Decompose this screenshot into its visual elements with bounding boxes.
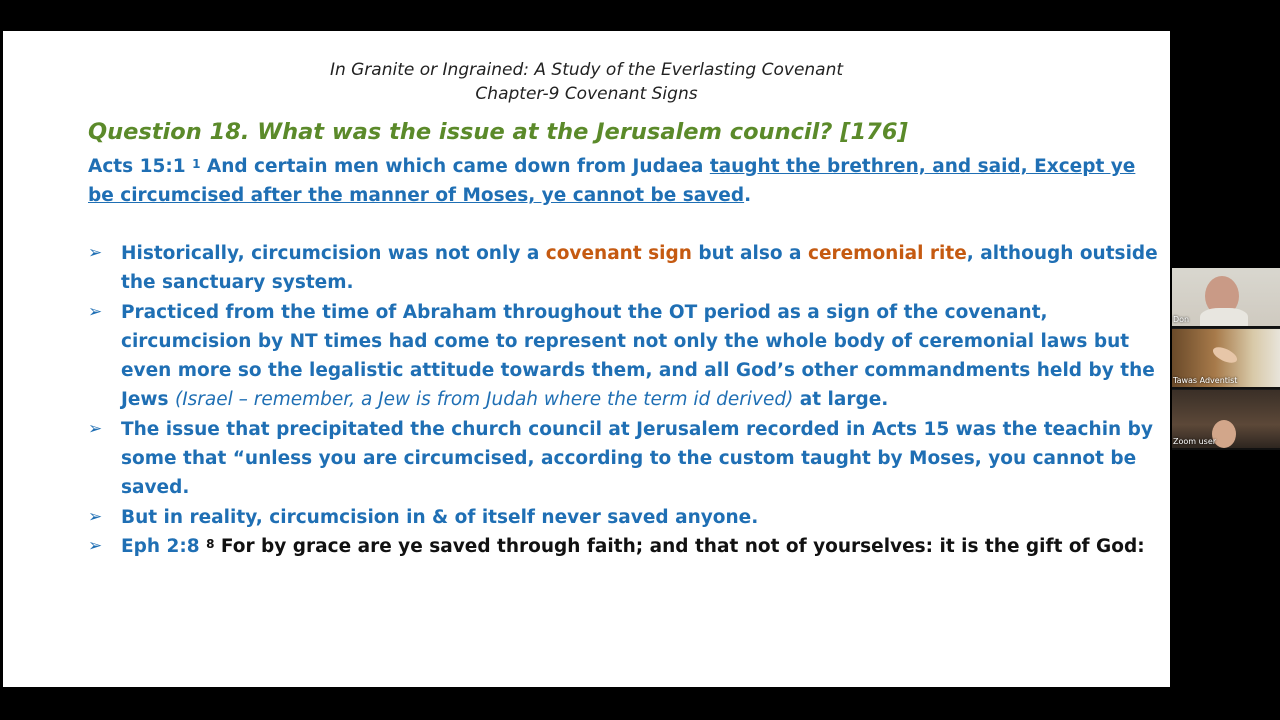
verse-number: 1 <box>192 157 201 171</box>
bullet-item <box>88 239 1158 298</box>
arrow-bullet-icon: ➢ <box>88 301 103 322</box>
bullet-item <box>88 503 1158 532</box>
bullet-item <box>88 415 1158 503</box>
bullet-text-part: but also a <box>691 243 808 264</box>
slide-header-subtitle: Chapter-9 Covenant Signs <box>475 84 698 104</box>
arrow-bullet-icon: ➢ <box>88 506 103 527</box>
acts-period: . <box>744 185 752 206</box>
participant-name: Don <box>1173 315 1190 324</box>
bullet-text-part: The issue that precipitated the church council at Jerusalem recorded in Acts 15 was the teachin by some that “unless you are circumcised, according to the custom taught by Moses, you cannot be saved. <box>121 418 1153 499</box>
arrow-bullet-icon: ➢ <box>88 418 103 439</box>
arrow-bullet-icon: ➢ <box>88 243 103 263</box>
acts-underlined-text: taught the brethren, and said, Except ye be circumcised after the manner of Moses, ye cannot be saved <box>88 156 1136 206</box>
participant-name: Zoom user <box>1173 437 1217 446</box>
acts-reference: Acts 15:1 <box>88 156 186 177</box>
bullet-item <box>88 532 1158 561</box>
bullet-item <box>88 298 1158 415</box>
bullet-text-part: Practiced from the time of Abraham throughout the OT period as a sign of the covenant, circumcision by NT times had come to represent not only the whole body of ceremonial laws but even more so the legalistic attitude towards them, and all God’s other commandments held by the Jews <box>121 301 1155 411</box>
bullet-text-part: For by grace are ye saved through faith; and that not of yourselves: it is the gift of God: <box>214 535 1145 557</box>
bullet-list <box>88 239 1158 561</box>
presentation-slide <box>3 31 1170 687</box>
bullet-text-part: , although outside the sanctuary system. <box>121 243 1158 294</box>
bullet-text-part: at large. <box>793 389 889 411</box>
question-heading: Question 18. What was the issue at the Jerusalem council? [176] <box>88 119 908 145</box>
acts-verse <box>88 152 1148 210</box>
bullet-text-part: ceremonial rite <box>807 243 967 264</box>
participant-tile[interactable] <box>1172 329 1280 389</box>
participant-strip <box>1172 268 1280 450</box>
bullet-text-part: 8 <box>206 536 215 551</box>
participant-name: Tawas Adventist <box>1173 376 1238 385</box>
acts-text: And certain men which came down from Judaea <box>206 156 704 177</box>
participant-tile[interactable] <box>1172 268 1280 328</box>
slide-header-title: In Granite or Ingrained: A Study of the Everlasting Covenant <box>329 60 844 80</box>
bullet-text-part: covenant sign <box>545 243 692 264</box>
bullet-text-part: But in reality, circumcision in & of itself never saved anyone. <box>121 506 759 528</box>
bullet-text-part: Eph 2:8 <box>121 535 207 557</box>
participant-tile[interactable] <box>1172 390 1280 450</box>
bullet-text-part: (Israel – remember, a Jew is from Judah where the term id derived) <box>174 389 794 411</box>
arrow-bullet-icon: ➢ <box>88 535 103 556</box>
bullet-text-part: Historically, circumcision was not only a <box>121 243 546 264</box>
